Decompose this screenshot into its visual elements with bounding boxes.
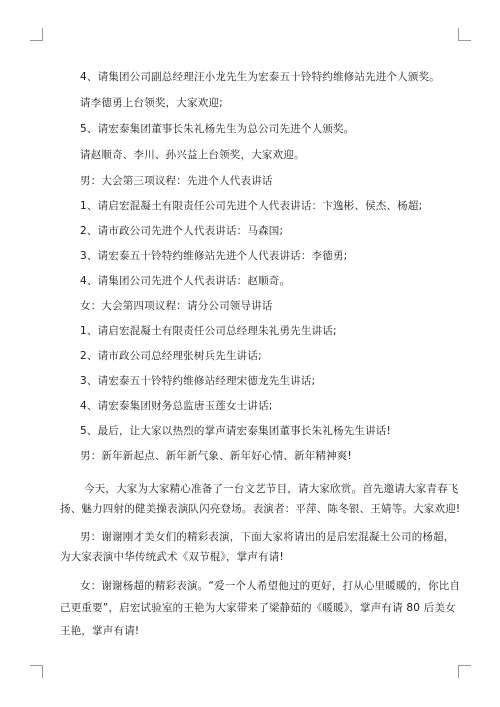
crop-mark-top-right [458,28,471,41]
paragraph-line: 王艳，掌声有请! [60,625,140,637]
paragraph-line: 4、请宏泰集团财务总监唐玉莲女士讲话; [80,400,273,412]
crop-mark-top-left [30,28,43,41]
paragraph-line: 请李德勇上台领奖，大家欢迎; [80,97,223,109]
paragraph-line: 1、请启宏混凝土有限责任公司先进个人代表讲话：卞逸彬、侯杰、杨超; [80,200,423,212]
crop-mark-bottom-left [30,665,43,678]
paragraph-line: 4、请集团公司副总经理汪小龙先生为宏泰五十铃特约维修站先进个人颁奖。 [80,71,440,83]
paragraph-line: 3、请宏泰五十铃特约维修站先进个人代表讲话：李德勇; [80,250,348,262]
paragraph-line: 5、请宏泰集团董事长朱礼杨先生为总公司先进个人颁奖。 [80,123,355,135]
paragraph-line: 2、请市政公司先进个人代表讲话：马森国; [80,225,284,237]
paragraph-line: 扬、魅力四射的健美操表演队闪亮登场。表演者：平萍、陈冬银、王婧等。大家欢迎! [60,503,461,515]
paragraph-line: 己更重要”，启宏试验室的王艳为大家带来了梁静茹的《暖暖》，掌声有请 80 后美女 [60,602,456,614]
paragraph-line: 男：新年新起点、新年新气象、新年好心情、新年精神爽! [80,450,352,462]
paragraph-line: 5、最后，让大家以热烈的掌声请宏泰集团董事长朱礼杨先生讲话! [80,425,391,437]
paragraph-line: 今天，大家为大家精心准备了一台文艺节目，请大家欣赏。首先邀请大家青春飞 [84,483,459,495]
paragraph-line: 男：谢谢刚才美女们的精彩表演，下面大家将请出的是启宏混凝土公司的杨超， [80,531,455,543]
paragraph-line: 男：大会第三项议程：先进个人代表讲话 [80,175,273,187]
paragraph-line: 3、请宏泰五十铃特约维修站经理宋德龙先生讲话; [80,375,316,387]
paragraph-line: 为大家表演中华传统武术《双节棍》，掌声有请! [60,551,284,563]
crop-mark-bottom-right [458,665,471,678]
paragraph-line: 4、请集团公司先进个人代表讲话：赵顺奇。 [80,275,291,287]
paragraph-line: 2、请市政公司总经理张树兵先生讲话; [80,350,262,362]
paragraph-line: 1、请启宏混凝土有限责任公司总经理朱礼勇先生讲话; [80,325,337,337]
paragraph-line: 请赵顺奇、李川、孙兴益上台领奖，大家欢迎。 [80,149,305,161]
paragraph-line: 女：谢谢杨超的精彩表演。“爱一个人希望他过的更好，打从心里暖暖的，你比自 [80,580,461,592]
paragraph-line: 女：大会第四项议程：请分公司领导讲话 [80,300,273,312]
